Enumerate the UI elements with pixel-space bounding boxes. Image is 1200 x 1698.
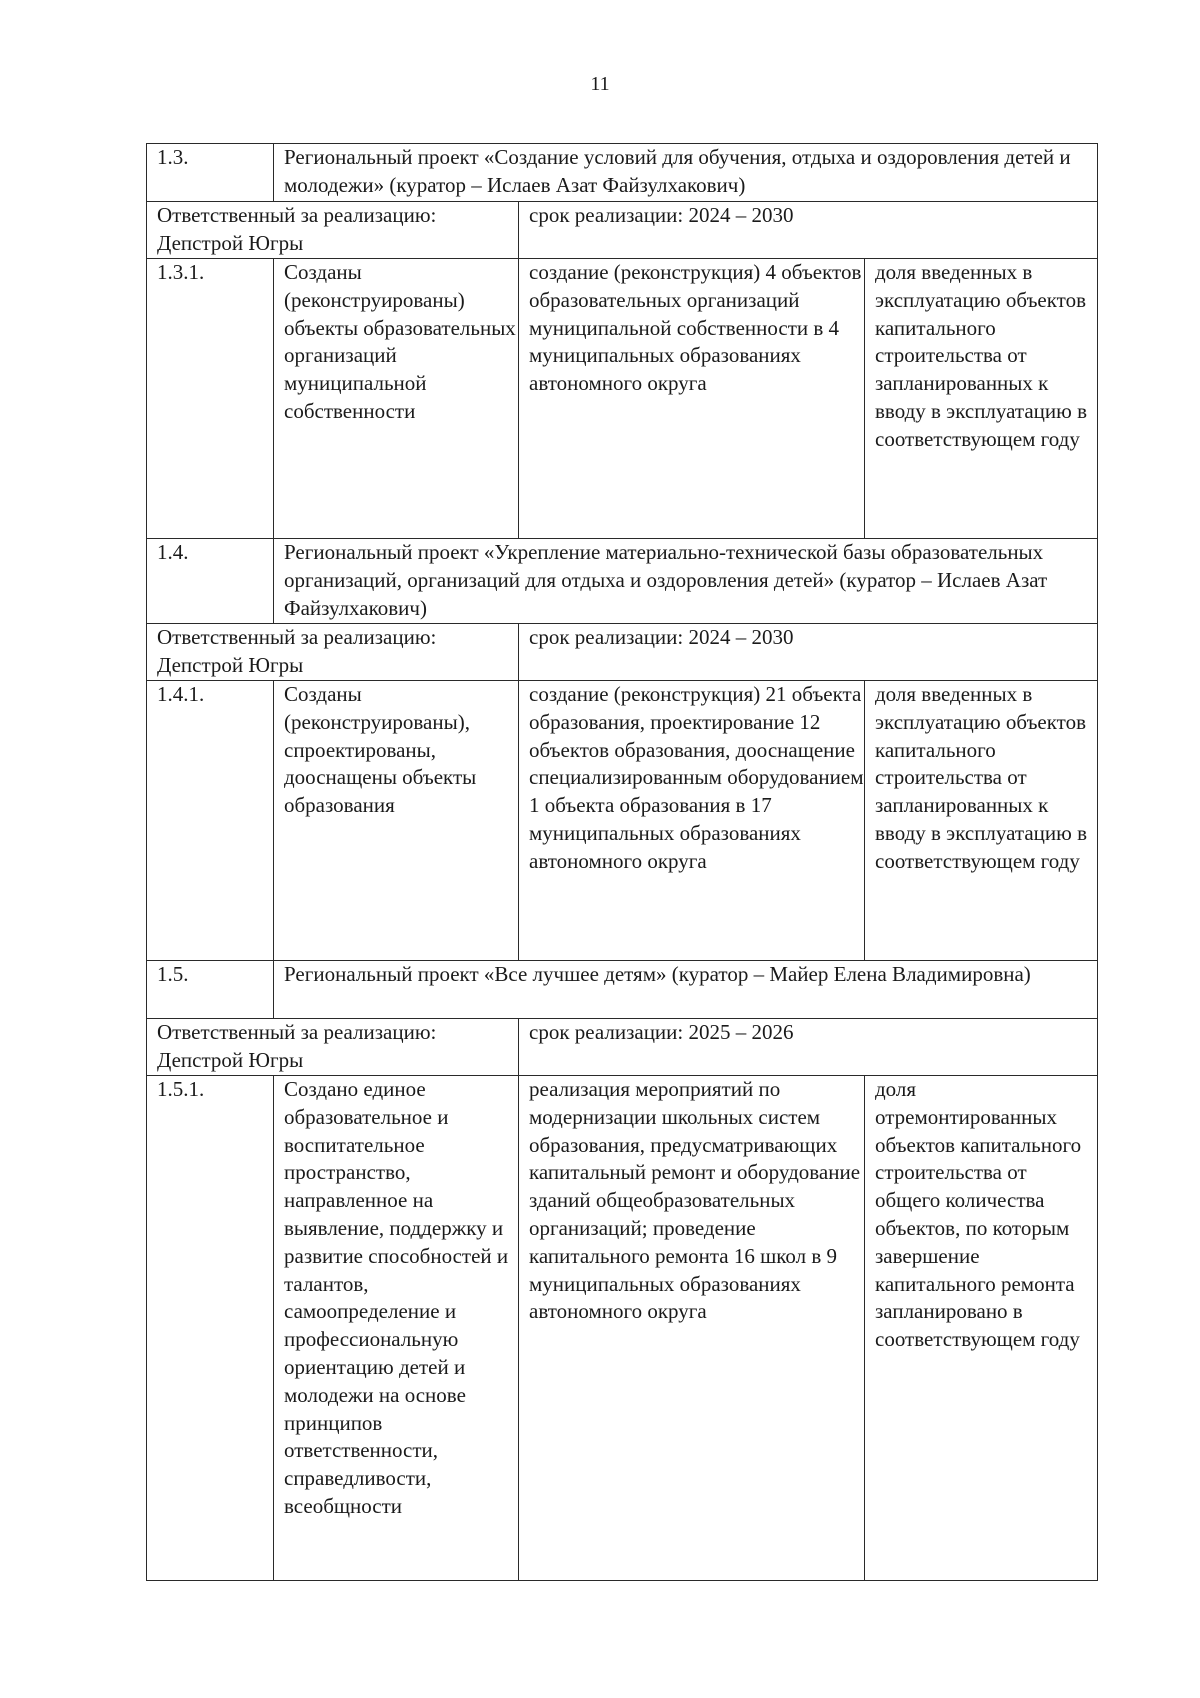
period-text: срок реализации: 2025 – 2026 <box>519 1019 1098 1076</box>
page-number: 11 <box>590 73 610 95</box>
section-header-row <box>147 961 1098 1019</box>
task-number: 1.3.1. <box>147 259 274 539</box>
section-meta-row <box>147 624 1098 681</box>
section-title: Региональный проект «Укрепление материально-технической базы образовательных организаций, организаций для отдыха и оздоровления детей» (куратор – Ислаев Азат Файзулхакович) <box>274 539 1098 624</box>
section-meta-row <box>147 202 1098 259</box>
task-number: 1.5.1. <box>147 1076 274 1581</box>
section-header-row <box>147 144 1098 202</box>
task-description: реализация мероприятий по модернизации школьных систем образования, предусматривающих капитальный ремонт и оборудование зданий общеобразовательных организаций; проведение капитального ремонта 16 школ в 9 муниципальных образованиях автономного округа <box>519 1076 865 1581</box>
task-row <box>147 1076 1098 1581</box>
task-name: Созданы (реконструированы) объекты образовательных организаций муниципальной собственности <box>274 259 519 539</box>
task-name: Создано единое образовательное и воспитательное пространство, направленное на выявление, поддержку и развитие способностей и талантов, самоопределение и профессиональную ориентацию детей и молодежи на основе принципов ответственности, справедливости, всеобщности <box>274 1076 519 1581</box>
period-text: срок реализации: 2024 – 2030 <box>519 202 1098 259</box>
section-meta-row <box>147 1019 1098 1076</box>
responsible-text: Ответственный за реализацию: Депстрой Югры <box>147 1019 519 1076</box>
task-row <box>147 259 1098 539</box>
section-header-row <box>147 539 1098 624</box>
section-number: 1.3. <box>147 144 274 202</box>
section-title: Региональный проект «Все лучшее детям» (куратор – Майер Елена Владимировна) <box>274 961 1098 1019</box>
task-number: 1.4.1. <box>147 681 274 961</box>
task-row <box>147 681 1098 961</box>
section-number: 1.4. <box>147 539 274 624</box>
project-table <box>146 143 1098 1581</box>
period-text: срок реализации: 2024 – 2030 <box>519 624 1098 681</box>
task-indicator: доля введенных в эксплуатацию объектов капитального строительства от запланированных к вводу в эксплуатацию в соответствующем году <box>865 259 1098 539</box>
task-description: создание (реконструкция) 4 объектов образовательных организаций муниципальной собственности в 4 муниципальных образованиях автономного округа <box>519 259 865 539</box>
section-number: 1.5. <box>147 961 274 1019</box>
responsible-text: Ответственный за реализацию: Депстрой Югры <box>147 624 519 681</box>
task-description: создание (реконструкция) 21 объекта образования, проектирование 12 объектов образования, дооснащение специализированным оборудованием 1 объекта образования в 17 муниципальных образованиях автономного округа <box>519 681 865 961</box>
task-name: Созданы (реконструированы), спроектированы, дооснащены объекты образования <box>274 681 519 961</box>
responsible-text: Ответственный за реализацию: Депстрой Югры <box>147 202 519 259</box>
section-title: Региональный проект «Создание условий для обучения, отдыха и оздоровления детей и молодежи» (куратор – Ислаев Азат Файзулхакович) <box>274 144 1098 202</box>
task-indicator: доля отремонтированных объектов капитального строительства от общего количества объектов, по которым завершение капитального ремонта запланировано в соответствующем году <box>865 1076 1098 1581</box>
task-indicator: доля введенных в эксплуатацию объектов капитального строительства от запланированных к вводу в эксплуатацию в соответствующем году <box>865 681 1098 961</box>
